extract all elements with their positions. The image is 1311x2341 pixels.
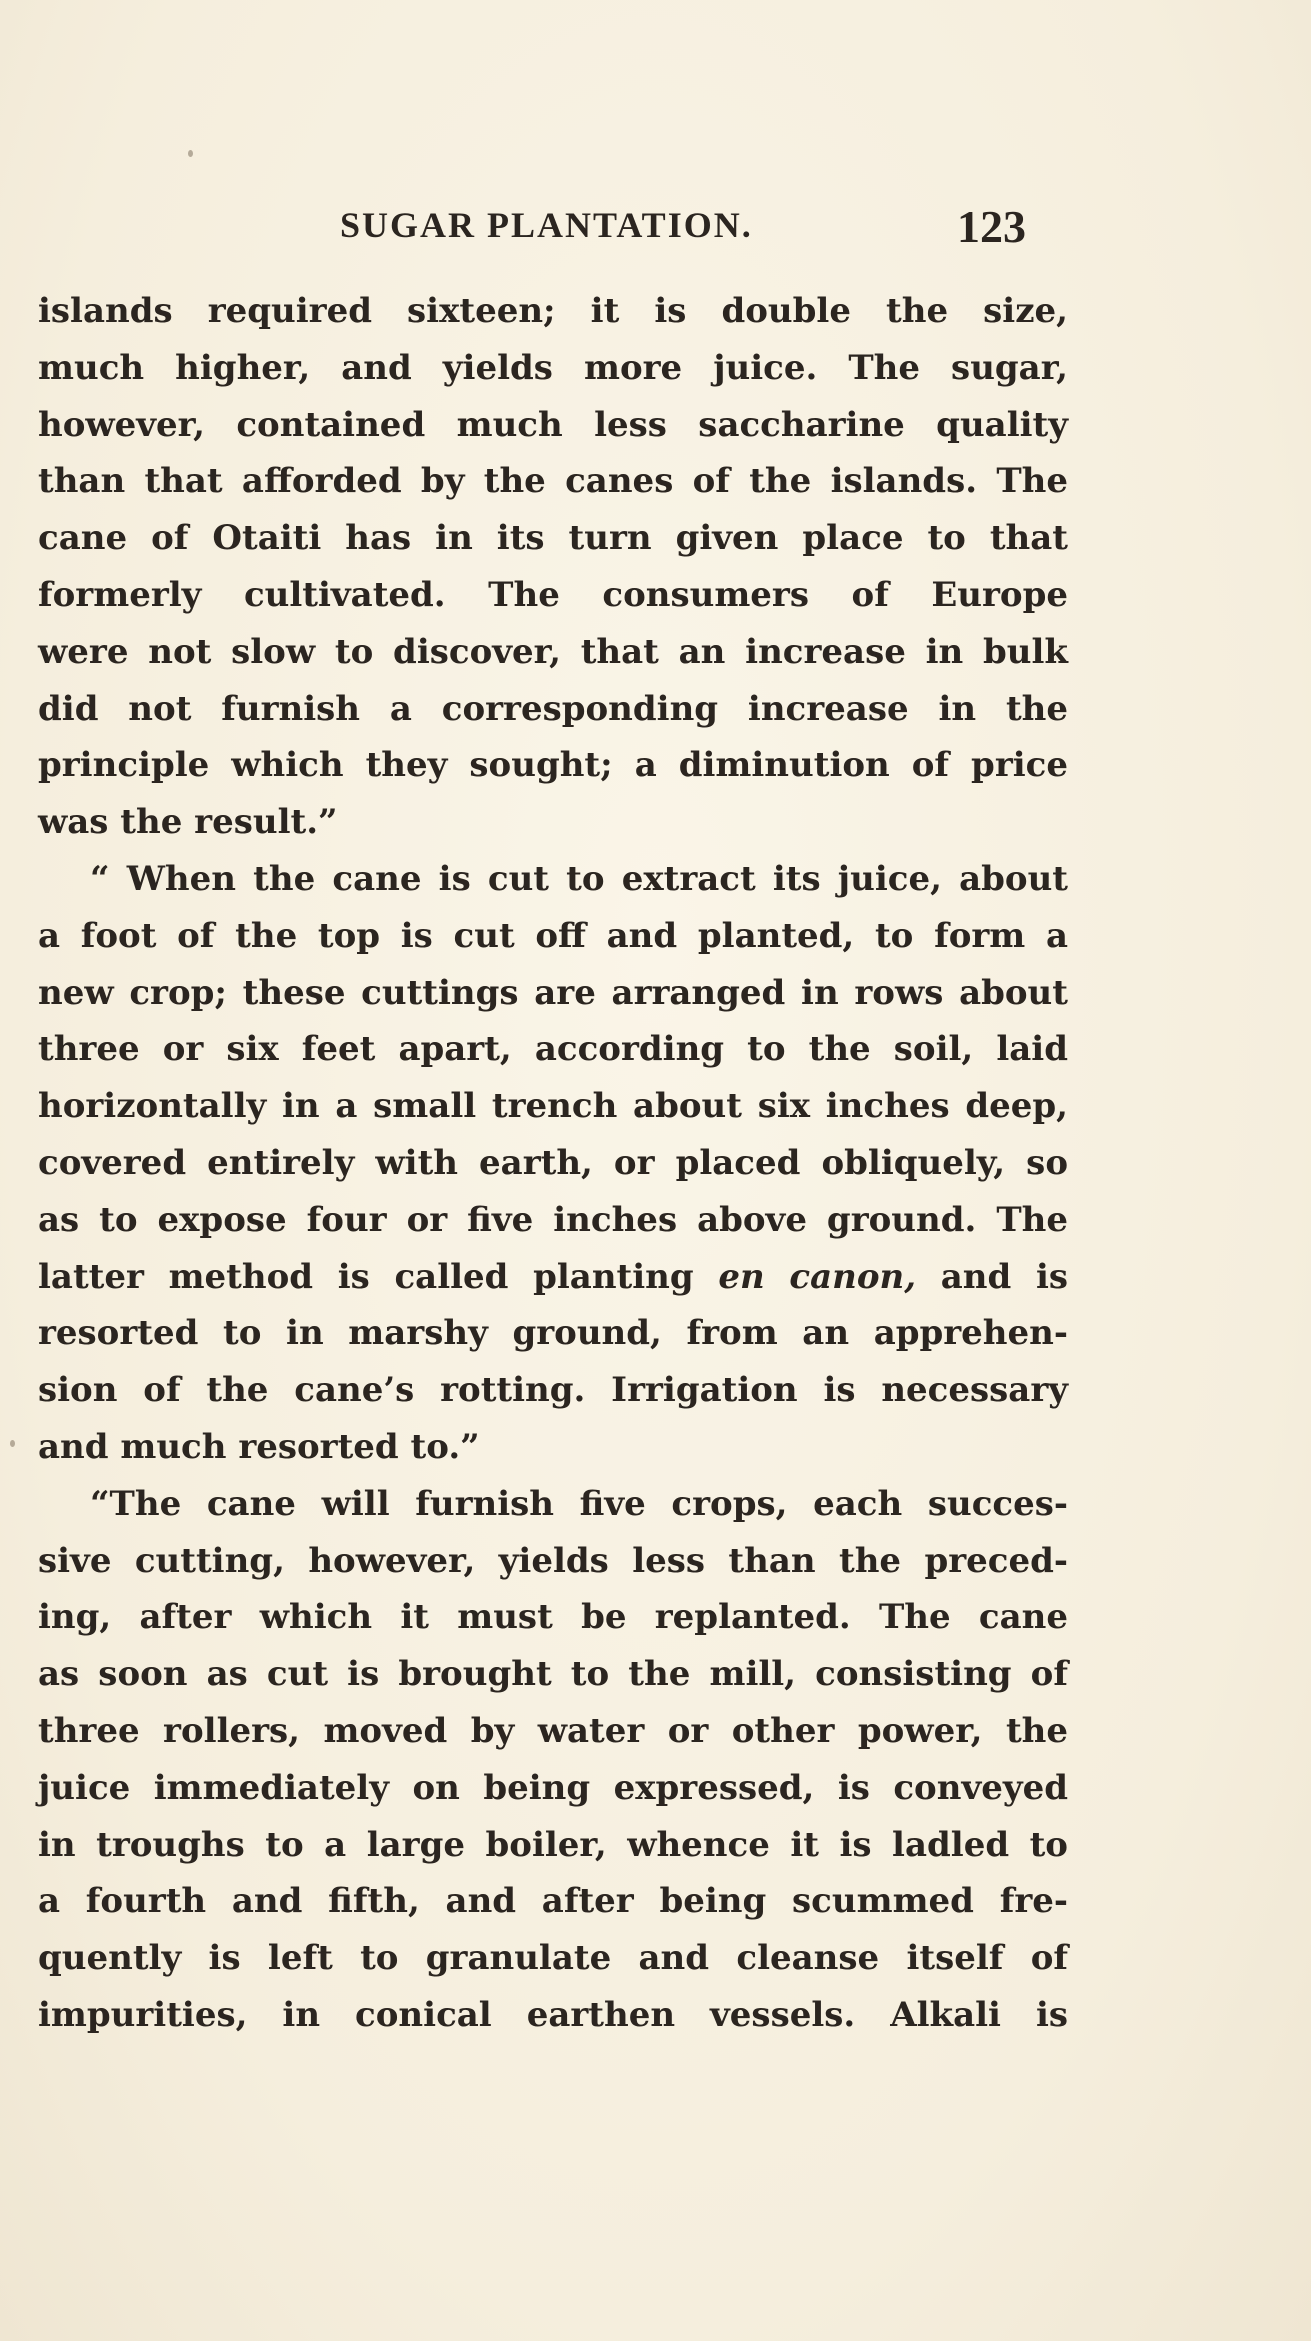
text-line: covered entirely with earth, or placed obliquely, so xyxy=(38,1142,1068,1183)
text-line: were not slow to discover, that an increase in bulk xyxy=(38,631,1068,672)
text-line: a foot of the top is cut off and planted, to form a xyxy=(38,915,1068,956)
text-line: did not furnish a corresponding increase in the xyxy=(38,688,1068,729)
text-line: islands required sixteen; it is double the size, xyxy=(38,291,1068,331)
text-line: however, contained much less saccharine quality xyxy=(38,404,1068,445)
text-line: sive cutting, however, yields less than the preced- xyxy=(38,1540,1068,1581)
italic-phrase: en canon, xyxy=(718,1256,917,1297)
text-line-mixed xyxy=(38,1249,1068,1306)
text-line: much higher, and yields more juice. The sugar, xyxy=(38,347,1068,388)
page-header xyxy=(340,200,1026,256)
running-title: SUGAR PLANTATION. xyxy=(340,205,753,245)
text-line: impurities, in conical earthen vessels. Alkali is xyxy=(38,1994,1068,2035)
text-line: horizontally in a small trench about six inches deep, xyxy=(38,1086,1068,1127)
text-line: cane of Otaiti has in its turn given place to that xyxy=(38,518,1068,559)
text-line: than that afforded by the canes of the islands. The xyxy=(38,461,1068,502)
text-segment: and is xyxy=(940,1256,1069,1297)
text-line: as soon as cut is brought to the mill, consisting of xyxy=(38,1654,1068,1695)
text-line: three or six feet apart, according to the soil, laid xyxy=(38,1029,1068,1070)
text-line: resorted to in marshy ground, from an apprehen- xyxy=(38,1313,1068,1354)
text-segment: latter method is called planting xyxy=(38,1256,694,1297)
text-line: as to expose four or five inches above ground. The xyxy=(38,1199,1068,1240)
text-line: “The cane will furnish five crops, each succes- xyxy=(90,1483,1068,1524)
text-line: formerly cultivated. The consumers of Europe xyxy=(38,574,1068,615)
text-line: was the result.” xyxy=(38,802,338,843)
text-line: sion of the cane’s rotting. Irrigation is necessary xyxy=(38,1370,1068,1411)
text-line: and much resorted to.” xyxy=(38,1426,480,1467)
ink-speck xyxy=(10,1440,15,1447)
body-text xyxy=(38,283,1068,2044)
text-line: new crop; these cuttings are arranged in rows about xyxy=(38,972,1068,1013)
text-line: quently is left to granulate and cleanse itself of xyxy=(38,1938,1068,1979)
text-line: in troughs to a large boiler, whence it is ladled to xyxy=(38,1824,1068,1865)
text-line: ing, after which it must be replanted. The cane xyxy=(38,1597,1068,1638)
text-line: juice immediately on being expressed, is conveyed xyxy=(38,1767,1068,1808)
text-line: principle which they sought; a diminution of price xyxy=(38,745,1068,786)
text-line: “ When the cane is cut to extract its juice, about xyxy=(90,858,1068,899)
page-number: 123 xyxy=(957,201,1026,252)
ink-speck xyxy=(188,150,193,157)
text-line: three rollers, moved by water or other power, the xyxy=(38,1710,1068,1751)
text-line: a fourth and fifth, and after being scummed fre- xyxy=(38,1881,1068,1922)
